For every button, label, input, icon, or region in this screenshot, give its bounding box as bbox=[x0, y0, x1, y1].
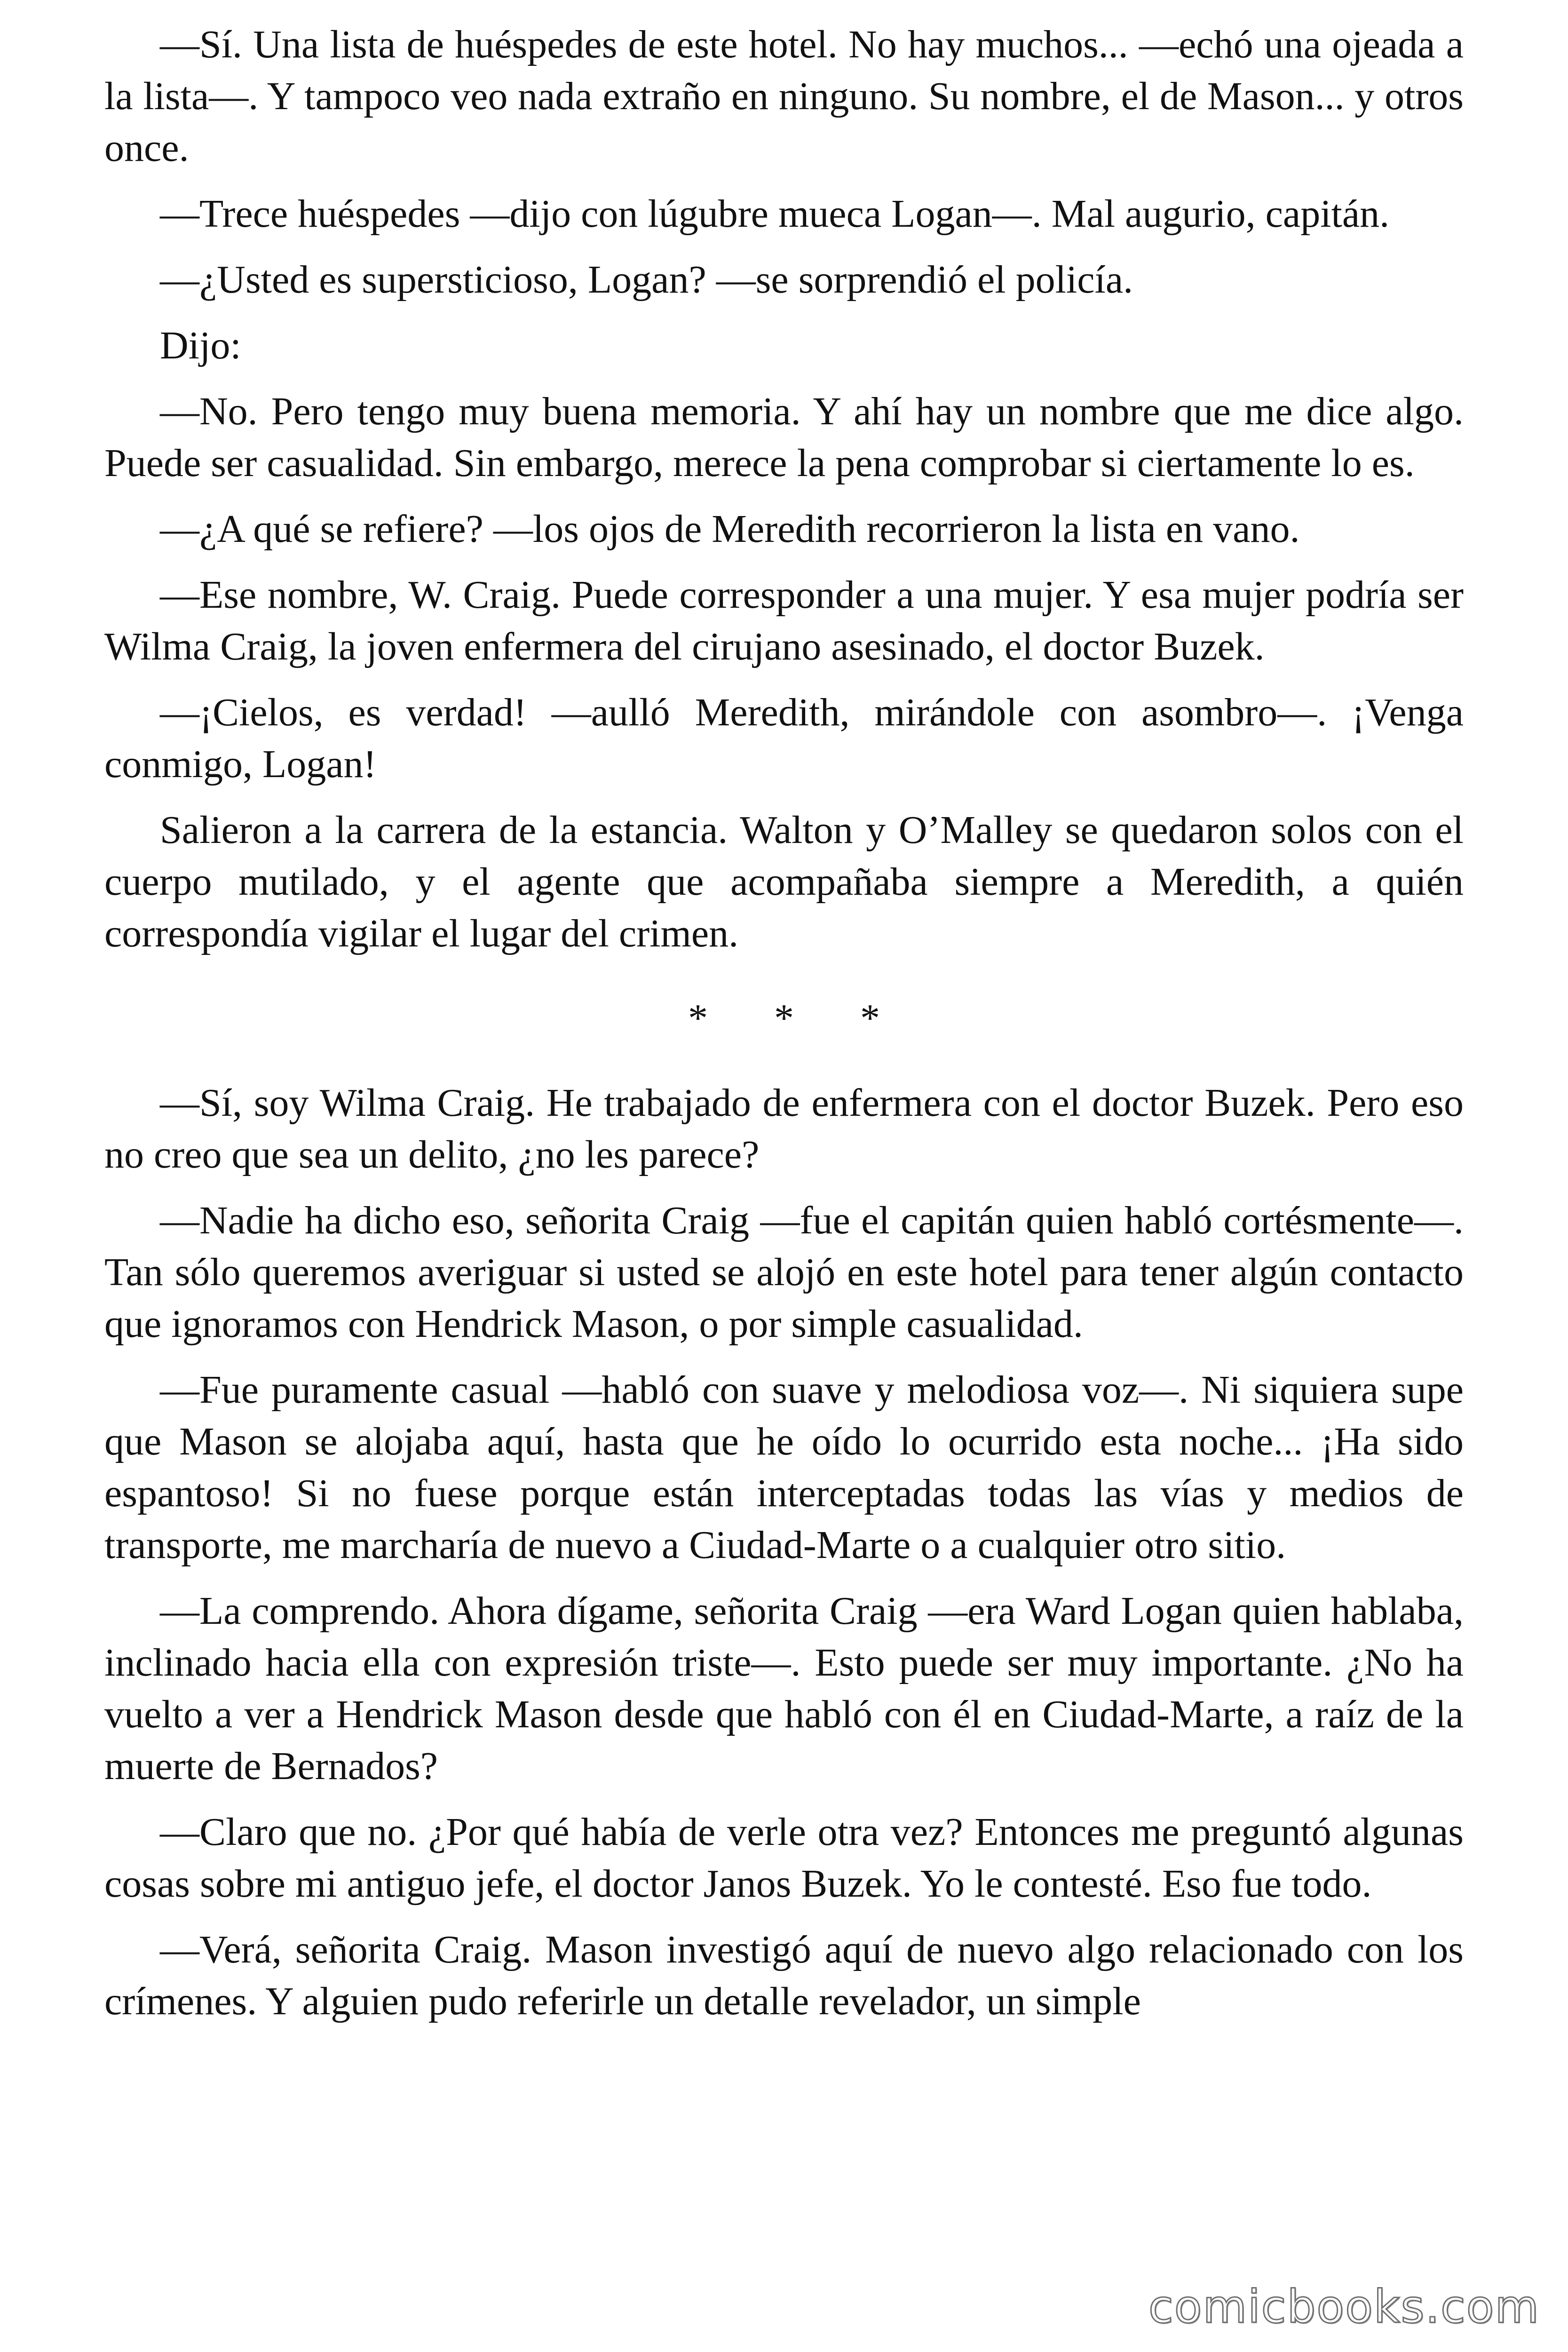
paragraph: —¿A qué se refiere? —los ojos de Meredith recorrieron la lista en vano. bbox=[160, 507, 1300, 551]
paragraph: —Ese nombre, W. Craig. Puede corresponder a una mujer. Y esa mujer podría ser Wilma Craig, la joven enfermera del cirujano asesinado, el doctor Buzek. bbox=[104, 573, 1464, 668]
paragraph: Salieron a la carrera de la estancia. Walton y O’Malley se quedaron solos con el cuerpo mutilado, y el agente que acompañaba siempre a Meredith, a quién correspondía vigilar el lugar del crimen. bbox=[104, 808, 1464, 955]
paragraph: —¡Cielos, es verdad! —aulló Meredith, mirándole con asombro—. ¡Venga conmigo, Logan! bbox=[104, 691, 1464, 786]
paragraph: —Sí. Una lista de huéspedes de este hotel. No hay muchos... —echó una ojeada a la lista—. Y tampoco veo nada extraño en ninguno. Su nombre, el de Mason... y otros once. bbox=[104, 23, 1464, 170]
section-break: * * * bbox=[688, 996, 908, 1040]
watermark-logo: comicbooks.com bbox=[1148, 2280, 1540, 2333]
book-page bbox=[104, 19, 1464, 2042]
paragraph: —¿Usted es supersticioso, Logan? —se sorprendió el policía. bbox=[160, 258, 1133, 302]
paragraph: Dijo: bbox=[160, 324, 241, 367]
paragraph: —Trece huéspedes —dijo con lúgubre mueca Logan—. Mal augurio, capitán. bbox=[160, 192, 1390, 236]
paragraph: —Claro que no. ¿Por qué había de verle otra vez? Entonces me preguntó algunas cosas sobre mi antiguo jefe, el doctor Janos Buzek. Yo le contesté. Eso fue todo. bbox=[104, 1810, 1464, 1906]
paragraph: —Verá, señorita Craig. Mason investigó aquí de nuevo algo relacionado con los crímenes. Y alguien pudo referirle un detalle revelador, un simple bbox=[104, 1928, 1464, 2023]
paragraph: —Nadie ha dicho eso, señorita Craig —fue el capitán quien habló cortésmente—. Tan sólo queremos averiguar si usted se alojó en este hotel para tener algún contacto que ignoramos con Hendrick Mason, o por simple casualidad. bbox=[104, 1199, 1464, 1346]
paragraph: —La comprendo. Ahora dígame, señorita Craig —era Ward Logan quien hablaba, inclinado hacia ella con expresión triste—. Esto puede ser muy importante. ¿No ha vuelto a ver a Hendrick Mason desde que habló con él en Ciudad-Marte, a raíz de la muerte de Bernados? bbox=[104, 1589, 1464, 1788]
paragraph: —Sí, soy Wilma Craig. He trabajado de enfermera con el doctor Buzek. Pero eso no creo que sea un delito, ¿no les parece? bbox=[104, 1081, 1464, 1176]
paragraph: —No. Pero tengo muy buena memoria. Y ahí hay un nombre que me dice algo. Puede ser casualidad. Sin embargo, merece la pena comprobar si ciertamente lo es. bbox=[104, 389, 1464, 485]
paragraph: —Fue puramente casual —habló con suave y melodiosa voz—. Ni siquiera supe que Mason se alojaba aquí, hasta que he oído lo ocurrido esta noche... ¡Ha sido espantoso! Si no fuese porque están interceptadas todas las vías y medios de transporte, me marcharía de nuevo a Ciudad-Marte o a cualquier otro sitio. bbox=[104, 1368, 1464, 1567]
